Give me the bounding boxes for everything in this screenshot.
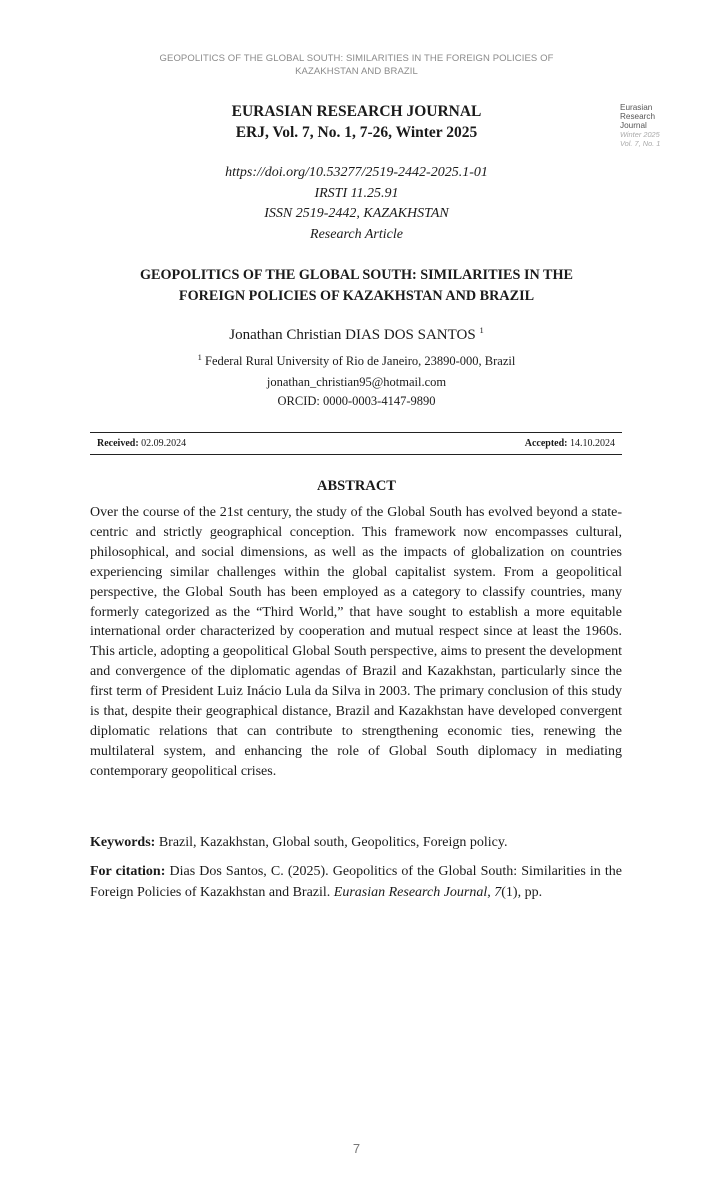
- journal-name: EURASIAN RESEARCH JOURNAL: [231, 103, 482, 120]
- running-header-line-1: GEOPOLITICS OF THE GLOBAL SOUTH: SIMILARITIES IN THE FOREIGN POLICIES OF: [159, 53, 554, 64]
- issn-code: ISSN 2519-2442, KAZAKHSTAN: [264, 206, 449, 221]
- doi-link[interactable]: https://doi.org/10.53277/2519-2442-2025.1-01: [225, 165, 488, 180]
- author-email[interactable]: jonathan_christian95@hotmail.com: [266, 375, 447, 389]
- irsti-code: IRSTI 11.25.91: [314, 185, 399, 201]
- author-contact: [80, 373, 633, 410]
- badge-line-1: Eurasian: [620, 103, 653, 112]
- citation-label: For citation:: [90, 864, 166, 879]
- citation-separator: ,: [487, 884, 491, 900]
- badge-line-2: Research: [620, 112, 656, 121]
- journal-heading: [80, 101, 633, 143]
- author-line: [80, 325, 633, 345]
- citation: [90, 862, 622, 903]
- citation-text: Dias Dos Santos, C. (2025). Geopolitics of the Global South: Similarities in the Foreign Policies of Kazakhstan and Brazil.: [90, 864, 623, 900]
- received-label: Received:: [97, 438, 139, 449]
- journal-issue: ERJ, Vol. 7, No. 1, 7-26, Winter 2025: [235, 124, 478, 141]
- abstract-heading: ABSTRACT: [317, 478, 396, 494]
- keywords-label: Keywords:: [90, 835, 156, 850]
- author-marker: 1: [479, 325, 484, 335]
- running-header-line-2: KAZAKHSTAN AND BRAZIL: [295, 66, 418, 77]
- citation-volume: 7: [494, 884, 502, 900]
- page-number: 7: [352, 1141, 361, 1156]
- citation-journal: Eurasian Research Journal: [333, 884, 488, 900]
- article-type: Research Article: [310, 226, 403, 242]
- author-orcid: ORCID: 0000-0003-4147-9890: [277, 393, 436, 408]
- abstract-body: [90, 503, 622, 782]
- received-date-group: [97, 437, 186, 451]
- badge-line-4: Winter 2025: [620, 130, 660, 139]
- badge-line-3: Journal: [620, 121, 647, 130]
- article-title: [80, 265, 633, 307]
- abstract-text: Over the course of the 21st century, the study of the Global South has evolved beyond a state-centric and strictly geographical conception. This framework now encompasses cultural, philosophical, and social dimensions, as well as the impacts of globalization on countries experiencing similar challenges within the global capitalist system. From a geopolitical perspective, the Global South has been employed as a category to classify countries, many formerly categorized as the “Third World,” that have sought to establish a more equitable international order characterized by cooperation and mutual respect since at least the 1960s. This article, adopting a geopolitical Global South perspective, aims to present the development and convergence of the diplomatic agendas of Brazil and Kazakhstan, particularly since the first term of President Luiz Inácio Lula da Silva in 2003. The primary conclusion of this study is that, despite their geographical distance, Brazil and Kazakhstan have developed convergent diplomatic relations that can contribute to strengthening economic ties, renewing the multilateral system, and enhancing the role of Global South diplomacy in mediating contemporary geopolitical crises.: [90, 505, 622, 779]
- received-date: 02.09.2024: [141, 438, 187, 449]
- badge-line-5: Vol. 7, No. 1: [620, 139, 661, 148]
- article-title-line-2: FOREIGN POLICIES OF KAZAKHSTAN AND BRAZIL: [178, 288, 535, 304]
- article-title-line-1: GEOPOLITICS OF THE GLOBAL SOUTH: SIMILARITIES IN THE: [140, 267, 573, 283]
- accepted-date-group: [525, 437, 615, 451]
- author-name: Jonathan Christian DIAS DOS SANTOS: [229, 327, 476, 343]
- affiliation-line: [80, 352, 633, 370]
- article-identifiers: [80, 163, 633, 245]
- running-header: [120, 52, 593, 78]
- accepted-label: Accepted:: [524, 438, 568, 449]
- citation-issue-pages: (1), pp.: [501, 884, 543, 900]
- dates-rule-bottom: [90, 454, 622, 455]
- submission-dates: [97, 437, 615, 451]
- dates-rule-top: [90, 432, 622, 433]
- keywords-text: Brazil, Kazakhstan, Global south, Geopolitics, Foreign policy.: [158, 835, 508, 850]
- keywords: [90, 833, 622, 853]
- affiliation-marker: 1: [197, 351, 202, 362]
- affiliation: Federal Rural University of Rio de Janeiro, 23890-000, Brazil: [205, 354, 516, 368]
- accepted-date: 14.10.2024: [570, 438, 615, 449]
